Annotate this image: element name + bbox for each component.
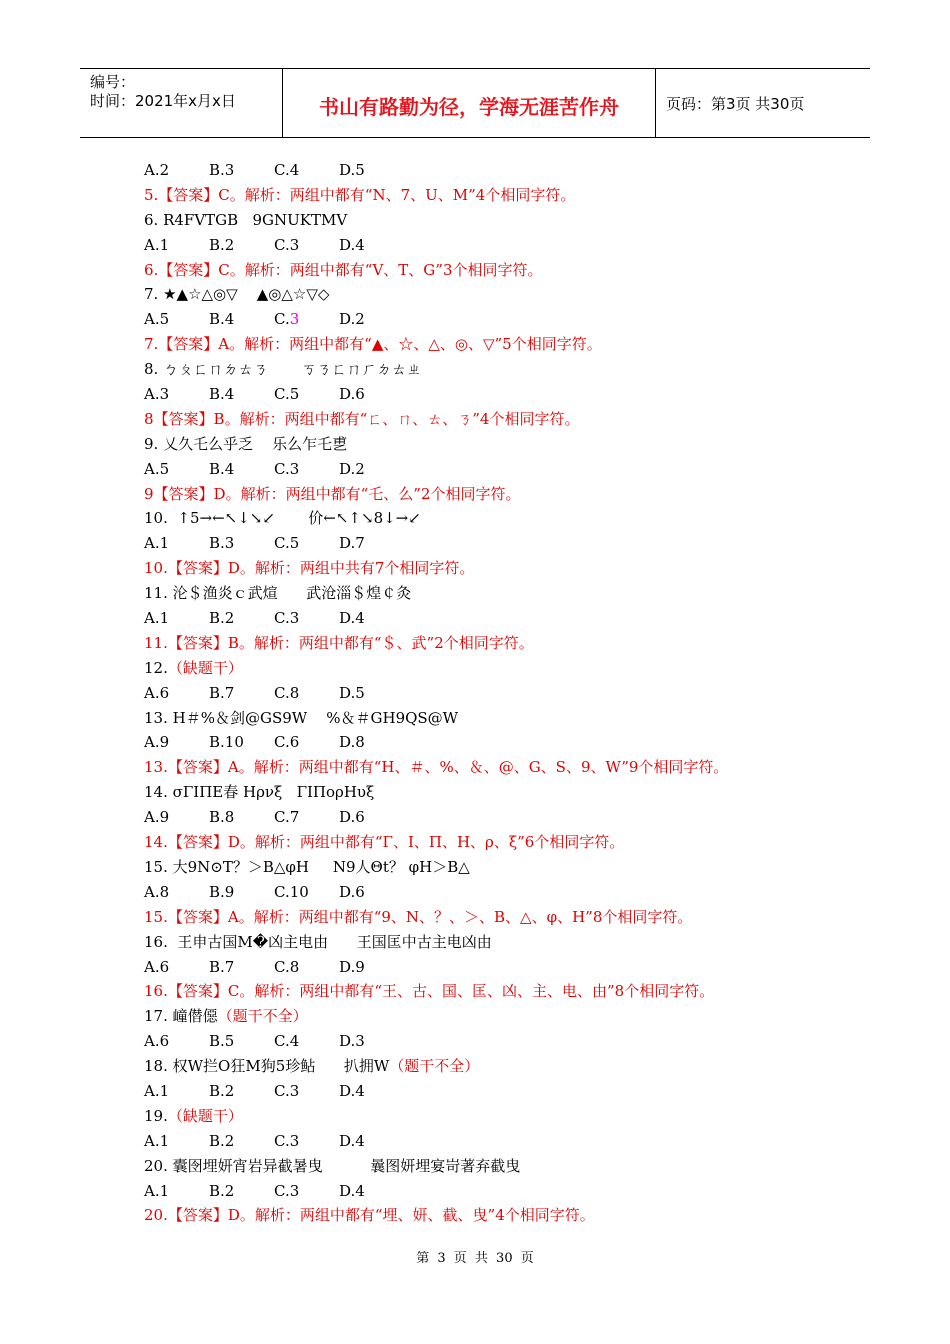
options-row	[144, 307, 844, 332]
number-label: 编号：	[90, 73, 136, 91]
option-a: A.1	[144, 609, 170, 628]
question-line	[144, 930, 844, 955]
page-header	[80, 68, 870, 138]
question-text: 12.	[144, 658, 168, 677]
option-d: D.4	[339, 1181, 365, 1200]
page-footer: 第 3 页 共 30 页	[416, 1251, 534, 1266]
option-a: A.2	[144, 161, 170, 179]
option-b: B.4	[209, 459, 235, 478]
option-a: A.1	[144, 235, 170, 254]
question-text: 8. ㄅㄆㄈㄇㄉㄊㄋ ㄎㄋㄈㄇㄏㄉㄊㄓ	[144, 360, 422, 379]
option-a: A.3	[144, 385, 170, 404]
option-d: D.4	[339, 609, 365, 628]
question-line	[144, 656, 844, 681]
question-text: 10. ↑5→←↖↓↘↙ 价←↖↑↘8↓→↙	[144, 509, 421, 528]
question-text: 20. 囊囹埋妍宵岩异截暑曳 曩图妍埋宴岢著弃截曳	[144, 1156, 521, 1175]
question-line	[144, 432, 844, 457]
question-line	[144, 357, 844, 382]
question-text: 9. 乂久乇么乎乏 乐么乍乇乶	[144, 434, 348, 453]
question-line	[144, 282, 844, 307]
answer-line: 5.【答案】C。解析：两组中都有“N、7、U、M”4个相同字符。	[144, 185, 576, 204]
option-b: B.2	[209, 1131, 235, 1150]
date-label: 时间：2021年x月x日	[90, 92, 236, 110]
option-c: C.3	[274, 235, 300, 254]
question-line	[144, 1054, 844, 1079]
question-text: 18. 权W拦O狂M狗5珍鲇 扒拥W	[144, 1057, 390, 1076]
option-c: C.6	[274, 733, 300, 752]
option-c: C.3	[274, 310, 300, 329]
header-meta	[80, 69, 283, 137]
answer-line: 9【答案】D。解析：两组中都有“乇、么”2个相同字符。	[144, 484, 521, 503]
options-row	[144, 805, 844, 830]
option-d: D.6	[339, 385, 365, 404]
options-row	[144, 382, 844, 407]
options-row	[144, 1179, 844, 1204]
option-b: B.3	[209, 534, 235, 553]
question-note: （题干不全）	[389, 1057, 480, 1076]
question-text: 19.	[144, 1106, 168, 1125]
option-a: A.8	[144, 882, 170, 901]
options-row	[144, 730, 844, 755]
answer-line: 14.【答案】D。解析：两组中都有“Γ、Ι、Π、Η、ρ、ξ”6个相同字符。	[144, 833, 625, 852]
answer-line: 20.【答案】D。解析：两组中都有“埋、妍、截、曳”4个相同字符。	[144, 1206, 595, 1225]
question-line	[144, 1004, 844, 1029]
option-a: A.6	[144, 1032, 170, 1051]
question-line	[144, 855, 844, 880]
question-text: 7. ★▲☆△◎▽ ▲◎△☆▽◇	[144, 285, 330, 304]
option-c: C.8	[274, 683, 300, 702]
option-d: D.3	[339, 1032, 365, 1051]
header-page-cell	[656, 69, 870, 137]
option-d: D.2	[339, 459, 365, 478]
option-c: C.4	[274, 161, 300, 179]
option-a: A.6	[144, 957, 170, 976]
option-d: D.2	[339, 310, 365, 329]
option-c: C.5	[274, 534, 300, 553]
option-c: C.8	[274, 957, 300, 976]
answer-line: 8【答案】B。解析：两组中都有“ㄈ、ㄇ、ㄊ、ㄋ”4个相同字符。	[144, 409, 580, 428]
option-b: B.2	[209, 609, 235, 628]
question-content	[144, 158, 844, 1228]
option-c: C.7	[274, 808, 300, 827]
options-row	[144, 1129, 844, 1154]
header-motto-cell	[283, 69, 656, 137]
option-b: B.9	[209, 882, 235, 901]
option-c: C.3	[274, 1081, 300, 1100]
options-row	[144, 955, 844, 980]
question-note: （缺题干）	[167, 658, 243, 677]
option-b: B.2	[209, 235, 235, 254]
question-note: （缺题干）	[167, 1106, 243, 1125]
question-text: 14. σΓΙΠΕ春 Ηρνξ ΓΙΠορΗυξ	[144, 783, 375, 802]
question-text: 11. 沦＄渔炎ｃ武煊 武沧淄＄煌￠灸	[144, 584, 412, 603]
question-line	[144, 780, 844, 805]
question-note: （题干不全）	[217, 1007, 308, 1026]
option-d: D.6	[339, 808, 365, 827]
answer-line: 16.【答案】C。解析：两组中都有“王、古、国、匡、凶、主、电、由”8个相同字符。	[144, 982, 715, 1001]
question-line	[144, 208, 844, 233]
options-row	[144, 606, 844, 631]
option-a: A.1	[144, 1181, 170, 1200]
option-b: B.7	[209, 683, 235, 702]
option-a: A.9	[144, 808, 170, 827]
answer-line: 6.【答案】C。解析：两组中都有“V、T、G”3个相同字符。	[144, 260, 543, 279]
option-b: B.2	[209, 1181, 235, 1200]
answer-line: 13.【答案】A。解析：两组中都有“H、＃、%、＆、@、G、S、9、W”9个相同字符。	[144, 758, 729, 777]
answer-line: 10.【答案】D。解析：两组中共有7个相同字符。	[144, 559, 475, 578]
question-text: 15. 大9N⊙T？＞B△φH N9人Θt？ φΗ＞B△	[144, 857, 470, 876]
answer-line: 7.【答案】A。解析：两组中都有“▲、☆、△、◎、▽”5个相同字符。	[144, 335, 602, 354]
option-a: A.1	[144, 1131, 170, 1150]
question-line	[144, 506, 844, 531]
option-a: A.5	[144, 310, 170, 329]
option-b: B.7	[209, 957, 235, 976]
options-row	[144, 1079, 844, 1104]
options-row	[144, 880, 844, 905]
option-d: D.4	[339, 1131, 365, 1150]
option-b: B.4	[209, 310, 235, 329]
options-row	[144, 531, 844, 556]
option-c: C.10	[274, 882, 309, 901]
option-d: D.7	[339, 534, 365, 553]
option-c: C.3	[274, 609, 300, 628]
option-b: B.5	[209, 1032, 235, 1051]
question-line	[144, 706, 844, 731]
option-c: C.5	[274, 385, 300, 404]
option-d: D.8	[339, 733, 365, 752]
option-b: B.10	[209, 733, 244, 752]
option-c: C.4	[274, 1032, 300, 1051]
question-line	[144, 1154, 844, 1179]
options-row	[144, 681, 844, 706]
option-a: A.9	[144, 733, 170, 752]
question-text: 16. 王申古国M�凶主电由 王国匡中古主电凶由	[144, 932, 492, 951]
question-line	[144, 581, 844, 606]
question-text: 6. R4FVTGB 9GNUKTMV	[144, 210, 348, 229]
options-row	[144, 1029, 844, 1054]
question-text: 13. H＃%＆剑@GS9W %＆＃GH9QS@W	[144, 708, 459, 727]
motto: 书山有路勤为径，学海无涯苦作舟	[319, 95, 619, 119]
options-row	[144, 158, 844, 183]
option-d: D.9	[339, 957, 365, 976]
highlighted-digit: 3	[289, 310, 300, 329]
option-b: B.8	[209, 808, 235, 827]
options-row	[144, 233, 844, 258]
option-b: B.4	[209, 385, 235, 404]
answer-line: 11.【答案】B。解析：两组中都有“＄、武”2个相同字符。	[144, 633, 534, 652]
option-a: A.5	[144, 459, 170, 478]
option-a: A.1	[144, 1081, 170, 1100]
option-a: A.1	[144, 534, 170, 553]
option-d: D.4	[339, 1081, 365, 1100]
option-d: D.5	[339, 161, 365, 179]
option-c: C.3	[274, 1131, 300, 1150]
option-c: C.3	[274, 1181, 300, 1200]
option-b: B.3	[209, 161, 235, 179]
question-line	[144, 1104, 844, 1129]
options-row	[144, 457, 844, 482]
option-d: D.5	[339, 683, 365, 702]
option-d: D.6	[339, 882, 365, 901]
option-c: C.3	[274, 459, 300, 478]
page-info: 页码：第3页 共30页	[666, 95, 805, 113]
option-a: A.6	[144, 683, 170, 702]
option-b: B.2	[209, 1081, 235, 1100]
answer-line: 15.【答案】A。解析：两组中都有“9、N、？、＞、B、△、φ、H”8个相同字符。	[144, 907, 693, 926]
option-d: D.4	[339, 235, 365, 254]
question-text: 17. 㠉僣僫	[144, 1007, 218, 1026]
